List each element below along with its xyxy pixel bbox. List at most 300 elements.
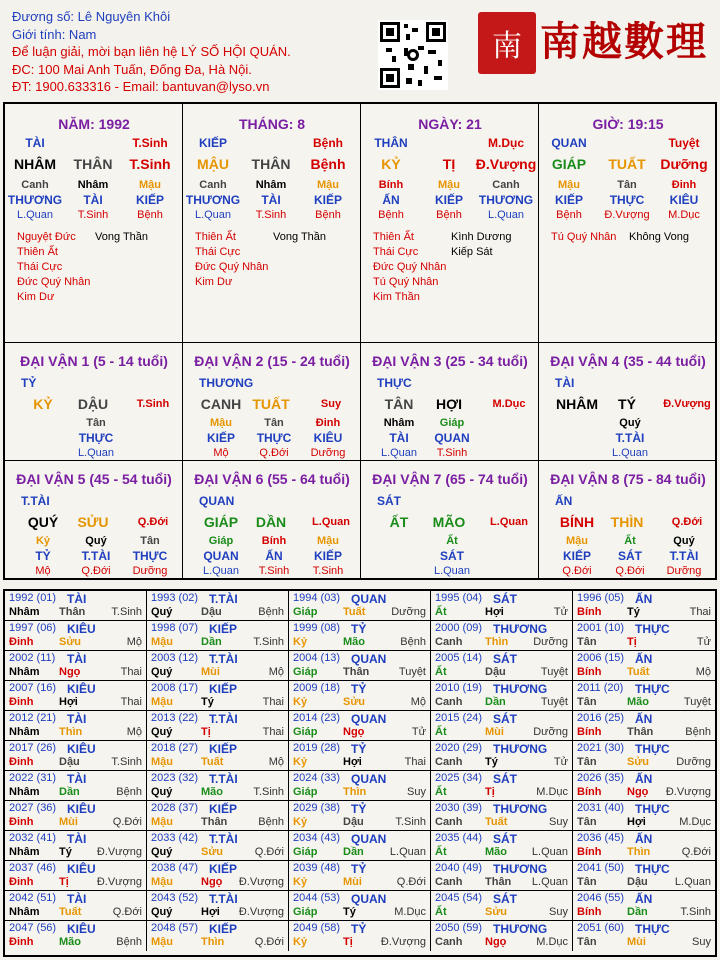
year-can: Kỷ <box>293 636 308 648</box>
year-god: T.TÀI <box>209 832 238 846</box>
year-label: 2040 (49) <box>435 862 483 874</box>
year-can: Quý <box>151 606 173 618</box>
year-cell <box>5 831 147 861</box>
star-name: Đức Quý Nhân <box>17 276 91 288</box>
year-cell <box>573 831 715 861</box>
dai-van-title: ĐẠI VẬN 5 (45 - 54 tuổi) <box>16 471 172 487</box>
pillar-value: Bệnh <box>313 136 343 150</box>
star-name: Đức Quý Nhân <box>195 261 269 273</box>
dai-van-value: THỰC <box>132 549 168 563</box>
year-state: Dưỡng <box>676 756 711 768</box>
dai-van-value: Quý <box>619 417 641 429</box>
year-chi: Thân <box>59 606 86 618</box>
year-state: Đ.Vượng <box>238 906 284 918</box>
year-label: 2044 (53) <box>293 892 341 904</box>
dai-van-value: Mộ <box>35 565 51 577</box>
year-god: T.TÀI <box>209 772 238 786</box>
year-god: SÁT <box>493 772 517 786</box>
year-god: TỶ <box>351 802 367 816</box>
year-label: 2005 (14) <box>435 652 483 664</box>
dai-van-value: T.TÀI <box>81 549 111 563</box>
year-cell <box>431 861 573 891</box>
pillar-value: M.Dục <box>488 136 524 150</box>
dai-van-value: QUAN <box>203 549 239 563</box>
year-god: TÀI <box>67 892 87 906</box>
pillar-title: NĂM: 1992 <box>58 116 130 132</box>
year-can: Ất <box>435 786 447 798</box>
year-chi: Mão <box>627 696 649 708</box>
year-god: KIẾP <box>209 742 238 756</box>
dai-van-value: THỰC <box>256 431 292 445</box>
year-cell <box>573 861 715 891</box>
year-can: Bính <box>577 906 602 918</box>
year-cell <box>431 621 573 651</box>
pillar-value: Mậu <box>438 179 460 191</box>
dai-van-value: Q.Đới <box>562 565 592 577</box>
stars-right <box>273 230 326 245</box>
year-can: Đinh <box>9 696 34 708</box>
year-cell <box>147 831 289 861</box>
dai-van-value: THỰC <box>78 431 114 445</box>
dai-van-4 <box>539 343 717 460</box>
year-god: THƯƠNG <box>493 742 548 756</box>
year-state: Mộ <box>268 666 284 678</box>
year-state: Đ.Vượng <box>238 876 284 888</box>
year-god: KIÊU <box>67 742 96 756</box>
year-state: M.Dục <box>536 936 568 948</box>
year-god: THỰC <box>635 802 670 816</box>
pillar-1 <box>5 104 183 342</box>
dai-van-1 <box>5 343 183 460</box>
year-state: Suy <box>549 906 568 918</box>
year-god: TỶ <box>351 922 367 936</box>
year-cell <box>573 681 715 711</box>
year-god: KIẾP <box>209 622 238 636</box>
pillar-value: TÀI <box>261 193 281 207</box>
dai-van-god: THƯƠNG <box>199 376 254 390</box>
brand-seal: 南 <box>478 12 536 74</box>
year-state: Thai <box>404 756 426 768</box>
year-state: Bệnh <box>258 816 284 828</box>
year-god: SÁT <box>493 892 517 906</box>
year-chi: Ngọ <box>343 726 365 738</box>
year-chi: Tuất <box>485 816 508 828</box>
year-state: Mộ <box>126 636 142 648</box>
year-state: Dưỡng <box>391 606 426 618</box>
dai-van-god: SÁT <box>377 494 401 508</box>
pillar-value: Đ.Vượng <box>475 156 537 172</box>
year-label: 1993 (02) <box>151 592 199 604</box>
year-state: Đ.Vượng <box>380 936 426 948</box>
year-chi: Dần <box>627 906 648 918</box>
dai-van-value: T.TÀI <box>615 431 645 445</box>
dai-van-chi: SỬU <box>77 514 109 530</box>
year-state: Tuyệt <box>398 666 426 678</box>
year-label: 2031 (40) <box>577 802 625 814</box>
pillar-3 <box>361 104 539 342</box>
year-state: T.Sinh <box>111 756 142 768</box>
pillar-value: Bệnh <box>436 209 462 221</box>
year-chi: Mùi <box>627 936 646 948</box>
dai-van-value: KIẾP <box>562 549 591 563</box>
year-label: 2019 (28) <box>293 742 341 754</box>
year-label: 2020 (29) <box>435 742 483 754</box>
year-cell <box>573 891 715 921</box>
year-chi: Tý <box>201 696 214 708</box>
year-label: 2017 (26) <box>9 742 57 754</box>
dai-van-title: ĐẠI VẬN 6 (55 - 64 tuổi) <box>194 471 350 487</box>
year-state: L.Quan <box>531 846 568 858</box>
dai-van-value: Q.Đới <box>259 447 289 459</box>
pillar-value: Bệnh <box>556 209 582 221</box>
year-label: 2038 (47) <box>151 862 199 874</box>
year-label: 2043 (52) <box>151 892 199 904</box>
year-chi: Hợi <box>59 696 78 708</box>
year-chi: Ngọ <box>627 786 649 798</box>
year-god: T.TÀI <box>209 892 238 906</box>
year-chi: Hợi <box>627 816 646 828</box>
year-cell <box>289 891 431 921</box>
year-god: ẤN <box>635 772 653 786</box>
year-label: 1992 (01) <box>9 592 57 604</box>
year-chi: Dậu <box>59 756 80 768</box>
year-chi: Dần <box>201 636 222 648</box>
year-can: Canh <box>435 936 463 948</box>
year-label: 2001 (10) <box>577 622 625 634</box>
year-state: Tử <box>553 606 568 618</box>
year-can: Giáp <box>293 726 318 738</box>
dai-van-god: T.TÀI <box>21 494 50 508</box>
dai-van-god: THỰC <box>377 376 412 390</box>
pillar-value: L.Quan <box>487 209 525 221</box>
year-cell <box>573 741 715 771</box>
pillar-value: Mậu <box>558 179 580 191</box>
year-state: Dưỡng <box>533 726 568 738</box>
year-god: THỰC <box>635 922 670 936</box>
dai-van-value: TÀI <box>389 431 409 445</box>
year-state: Tuyệt <box>540 666 568 678</box>
year-chi: Dậu <box>627 876 648 888</box>
year-can: Kỷ <box>293 696 308 708</box>
year-can: Mậu <box>151 936 173 948</box>
dai-van-value: Nhâm <box>383 417 415 429</box>
year-chi: Hợi <box>485 606 504 618</box>
dai-van-can: BÍNH <box>559 514 595 530</box>
year-state: Q.Đới <box>254 846 284 858</box>
star-name: Kim Dư <box>17 291 55 303</box>
year-cell <box>5 741 147 771</box>
year-cell <box>289 831 431 861</box>
pillar-value: THƯƠNG <box>185 193 241 207</box>
year-state: Tuyệt <box>683 696 711 708</box>
year-can: Ất <box>435 906 447 918</box>
year-chi: Sửu <box>343 696 366 708</box>
year-chi: Mùi <box>485 726 504 738</box>
year-cell <box>289 861 431 891</box>
dai-van-value: T.Sinh <box>258 565 290 577</box>
year-can: Kỷ <box>293 876 308 888</box>
pillar-value: QUAN <box>551 136 587 150</box>
year-cell <box>431 771 573 801</box>
pillar-value: L.Quan <box>16 209 54 221</box>
pillar-value: Canh <box>199 179 227 191</box>
year-cell <box>289 921 431 951</box>
year-cell <box>431 921 573 951</box>
year-god: ẤN <box>635 652 653 666</box>
year-label: 2037 (46) <box>9 862 57 874</box>
dai-van-value: Dưỡng <box>666 565 702 577</box>
year-can: Quý <box>151 786 173 798</box>
person-name: Đương số: Lê Nguyên Khôi <box>12 9 171 24</box>
year-state: Dưỡng <box>533 636 568 648</box>
year-state: Bệnh <box>116 786 142 798</box>
year-can: Tân <box>577 936 597 948</box>
year-god: KIÊU <box>67 802 96 816</box>
year-label: 2006 (15) <box>577 652 625 664</box>
year-chi: Thân <box>201 816 228 828</box>
pillar-value: TỊ <box>442 156 456 172</box>
year-cell <box>147 771 289 801</box>
stars-left <box>373 230 446 305</box>
pillar-title: THÁNG: 8 <box>238 116 306 132</box>
year-chi: Ngọ <box>59 666 81 678</box>
dai-van-value: L.Quan <box>611 447 649 459</box>
year-label: 1996 (05) <box>577 592 625 604</box>
year-chi: Tý <box>59 846 72 858</box>
year-chi: Dần <box>485 696 506 708</box>
dai-van-state: Đ.Vượng <box>663 398 711 410</box>
year-state: Đ.Vượng <box>96 876 142 888</box>
pillar-2 <box>183 104 361 342</box>
year-cell <box>289 681 431 711</box>
dai-van-3 <box>361 343 539 460</box>
pillar-title: NGÀY: 21 <box>418 116 482 132</box>
brand-logo: 南越數理 <box>540 18 708 65</box>
year-cell <box>289 591 431 621</box>
year-cell <box>573 621 715 651</box>
dai-van-value: Tân <box>264 417 284 429</box>
year-chi: Thìn <box>343 786 367 798</box>
dai-van-title: ĐẠI VẬN 2 (15 - 24 tuổi) <box>194 353 350 369</box>
year-god: TỶ <box>351 682 367 696</box>
pillar-value: Canh <box>492 179 520 191</box>
qr-code-icon <box>378 20 448 90</box>
year-state: Thai <box>262 696 284 708</box>
year-god: SÁT <box>493 712 517 726</box>
year-state: T.Sinh <box>395 816 426 828</box>
year-label: 2002 (11) <box>9 652 56 664</box>
year-chi: Tị <box>627 636 637 648</box>
year-state: T.Sinh <box>253 786 284 798</box>
year-god: QUAN <box>351 772 387 786</box>
year-cell <box>431 591 573 621</box>
year-cell <box>147 621 289 651</box>
pillar-value: Đ.Vượng <box>604 209 650 221</box>
stars-left <box>195 230 268 290</box>
pillar-value: Nhâm <box>77 179 109 191</box>
year-chi: Tuất <box>627 666 650 678</box>
year-can: Giáp <box>293 606 318 618</box>
year-chi: Dậu <box>485 666 506 678</box>
year-label: 2050 (59) <box>435 922 483 934</box>
annual-luck-table <box>3 589 717 957</box>
dai-van-title: ĐẠI VẬN 4 (35 - 44 tuổi) <box>550 353 706 369</box>
year-label: 2033 (42) <box>151 832 199 844</box>
pillar-value: Mậu <box>317 179 339 191</box>
year-label: 2046 (55) <box>577 892 625 904</box>
year-state: T.Sinh <box>253 636 284 648</box>
dai-van-value: Giáp <box>439 417 465 429</box>
year-can: Giáp <box>293 786 318 798</box>
pillar-value: T.Sinh <box>255 209 287 221</box>
pillar-title: GIỜ: 19:15 <box>592 116 664 132</box>
year-chi: Mão <box>343 636 365 648</box>
pillar-value: THỰC <box>609 193 645 207</box>
stars-right <box>95 230 148 245</box>
year-chi: Tị <box>343 936 353 948</box>
year-state: Mộ <box>126 726 142 738</box>
year-label: 2007 (16) <box>9 682 57 694</box>
year-can: Quý <box>151 726 173 738</box>
year-cell <box>573 921 715 951</box>
year-chi: Tị <box>201 726 211 738</box>
dai-van-value: Mậu <box>210 417 232 429</box>
year-god: ẤN <box>635 592 653 606</box>
year-label: 2026 (35) <box>577 772 625 784</box>
year-cell <box>147 651 289 681</box>
year-label: 2014 (23) <box>293 712 341 724</box>
year-can: Nhâm <box>9 606 40 618</box>
year-can: Tân <box>577 816 597 828</box>
year-state: Bệnh <box>400 636 426 648</box>
dai-van-value: SÁT <box>618 549 642 563</box>
year-chi: Thân <box>627 726 654 738</box>
year-label: 1997 (06) <box>9 622 57 634</box>
year-cell <box>573 711 715 741</box>
year-god: ẤN <box>635 712 653 726</box>
year-cell <box>5 591 147 621</box>
year-can: Mậu <box>151 876 173 888</box>
pillar-value: ẤN <box>382 193 400 207</box>
dai-van-value: KIẾP <box>313 549 342 563</box>
year-cell <box>431 711 573 741</box>
year-god: KIẾP <box>209 922 238 936</box>
year-god: T.TÀI <box>209 712 238 726</box>
year-state: Thai <box>120 666 142 678</box>
dai-van-state: T.Sinh <box>136 398 170 410</box>
year-god: SÁT <box>493 832 517 846</box>
year-can: Quý <box>151 846 173 858</box>
year-god: QUAN <box>351 892 387 906</box>
year-label: 2015 (24) <box>435 712 483 724</box>
year-can: Giáp <box>293 906 318 918</box>
year-cell <box>573 651 715 681</box>
dai-van-value: Tân <box>140 535 160 547</box>
year-cell <box>5 621 147 651</box>
year-state: Q.Đới <box>254 936 284 948</box>
year-chi: Hợi <box>343 756 362 768</box>
dai-van-6 <box>183 461 361 578</box>
star-name: Thái Cực <box>373 246 419 258</box>
year-chi: Thân <box>343 666 370 678</box>
year-chi: Sửu <box>485 906 508 918</box>
year-cell <box>289 801 431 831</box>
year-god: T.TÀI <box>209 592 238 606</box>
star-name: Kiếp Sát <box>451 246 493 258</box>
dai-van-value: Mậu <box>566 535 588 547</box>
year-god: KIẾP <box>209 682 238 696</box>
year-cell <box>147 711 289 741</box>
star-name: Vong Thần <box>95 231 149 243</box>
dai-van-value: Bính <box>261 535 287 547</box>
dai-van-state: L.Quan <box>490 516 528 528</box>
year-state: Tử <box>411 726 426 738</box>
year-cell <box>431 651 573 681</box>
dai-van-title: ĐẠI VẬN 1 (5 - 14 tuổi) <box>20 353 168 369</box>
year-god: THƯƠNG <box>493 922 548 936</box>
year-cell <box>147 861 289 891</box>
year-label: 2013 (22) <box>151 712 199 724</box>
dai-van-god: ẤN <box>555 494 573 508</box>
dai-van-value: Ất <box>446 535 458 547</box>
pillar-value: KIẾP <box>434 193 463 207</box>
dai-van-state: Q.Đới <box>137 516 169 528</box>
year-god: TỶ <box>351 622 367 636</box>
star-name: Kình Dương <box>451 231 512 243</box>
year-god: THỰC <box>635 862 670 876</box>
year-can: Mậu <box>151 696 173 708</box>
dai-van-value: Q.Đới <box>615 565 645 577</box>
year-label: 2008 (17) <box>151 682 199 694</box>
dai-van-value: T.Sinh <box>312 565 344 577</box>
year-state: M.Dục <box>679 816 711 828</box>
year-chi: Tý <box>627 606 640 618</box>
year-can: Nhâm <box>9 666 40 678</box>
year-label: 2011 (20) <box>577 682 624 694</box>
star-name: Thiên Ất <box>373 231 414 243</box>
year-state: Mộ <box>695 666 711 678</box>
year-cell <box>5 861 147 891</box>
pillar-value: Đinh <box>671 179 697 191</box>
year-state: Suy <box>549 816 568 828</box>
dai-van-5 <box>5 461 183 578</box>
year-label: 2030 (39) <box>435 802 483 814</box>
year-state: Mộ <box>268 756 284 768</box>
dai-van-state: L.Quan <box>312 516 350 528</box>
pillar-value: GIÁP <box>551 156 587 172</box>
year-chi: Tị <box>59 876 69 888</box>
year-chi: Mùi <box>59 816 78 828</box>
year-cell <box>147 921 289 951</box>
dai-van-value: Đinh <box>315 417 341 429</box>
year-can: Canh <box>435 636 463 648</box>
pillar-value: Bệnh <box>137 209 163 221</box>
dai-van-chi: DẬU <box>77 396 109 412</box>
year-god: ẤN <box>635 832 653 846</box>
pillars-grid <box>3 102 717 580</box>
stars-left <box>17 230 90 305</box>
pillar-4 <box>539 104 717 342</box>
year-can: Kỷ <box>293 756 308 768</box>
year-state: Thai <box>120 696 142 708</box>
dai-van-value: L.Quan <box>202 565 240 577</box>
dai-van-chi: HỢI <box>436 396 462 412</box>
year-cell <box>5 651 147 681</box>
year-state: Tuyệt <box>540 696 568 708</box>
year-god: TÀI <box>67 772 87 786</box>
pillar-value: Bệnh <box>310 156 346 172</box>
year-label: 2047 (56) <box>9 922 57 934</box>
